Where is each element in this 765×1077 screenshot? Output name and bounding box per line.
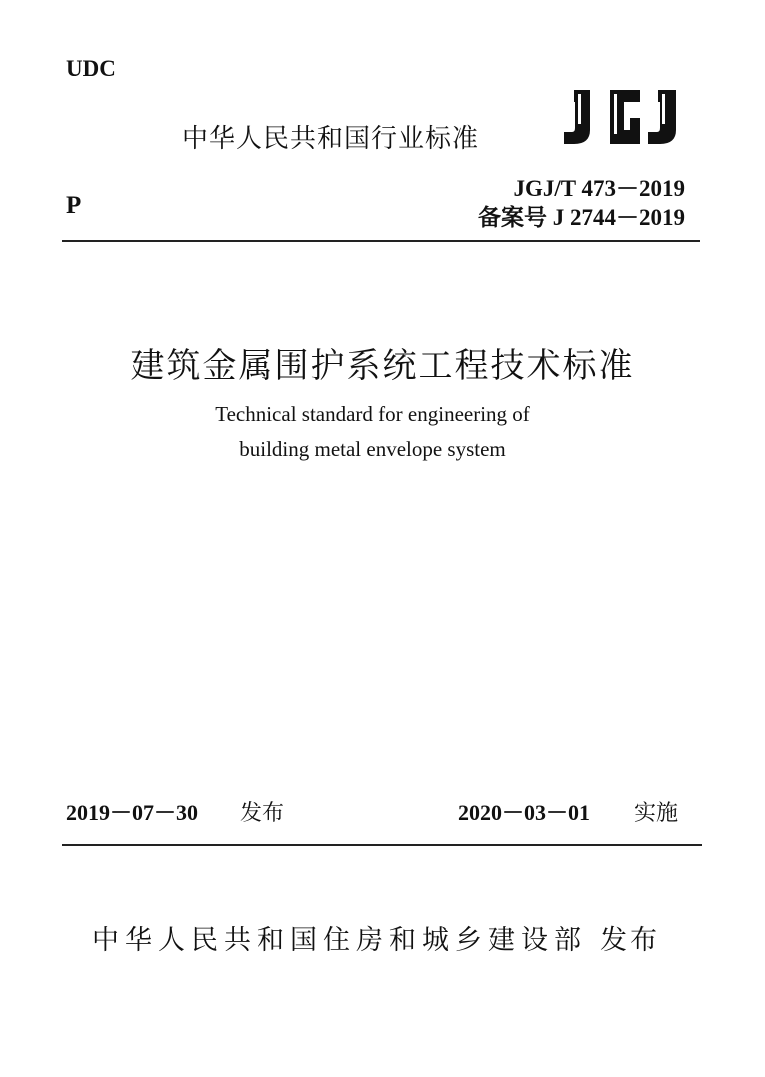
implementation-label: 实施 [634,801,679,826]
standard-code: JGJ/T 473－2019 [513,176,685,201]
chinese-title: 建筑金属围护系统工程技术标准 [130,346,635,386]
english-title-line-2: building metal envelope system [239,437,506,461]
issue-label: 发布 [240,801,285,826]
jgj-logo [556,86,684,148]
standard-series-title: 中华人民共和国行业标准 [182,124,480,154]
record-number-line [478,199,685,232]
record-label: 备案号 [478,205,547,231]
publisher-label: 发布 [600,925,660,956]
bottom-divider [62,844,702,846]
issue-date: 2019－07－30 [66,800,199,825]
implementation-date: 2020－03－01 [458,800,591,825]
record-number: J 2744－2019 [552,205,685,230]
top-divider [62,240,700,242]
english-title-line-1: Technical standard for engineering of [215,402,530,426]
udc-label: UDC [66,56,116,81]
publisher-name: 中华人民共和国住房和城乡建设部 [92,925,587,956]
classification-code: P [66,192,82,219]
